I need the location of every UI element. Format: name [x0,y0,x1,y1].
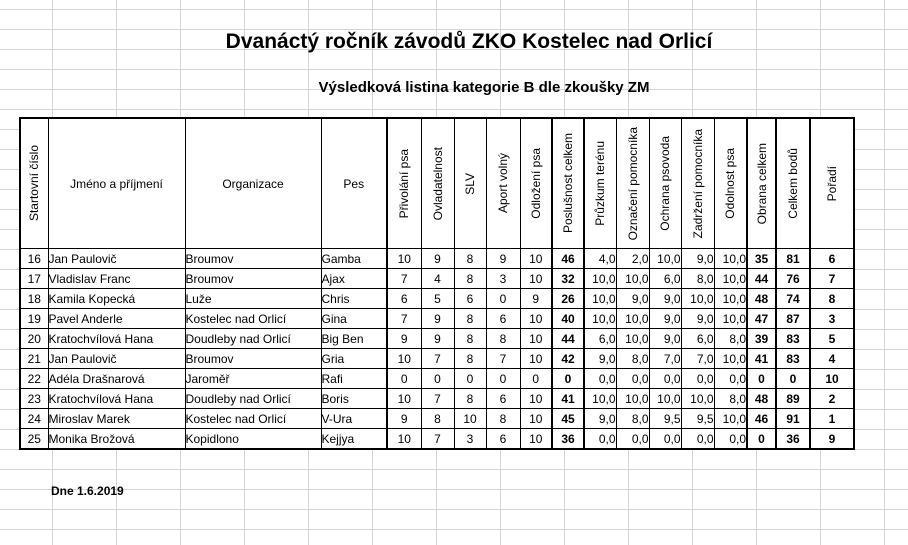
header-pruzkum: Průzkum terénu [584,118,616,249]
cell-poslusnost: 45 [552,409,584,429]
table-row [20,249,854,269]
cell-poradi: 9 [810,429,854,450]
cell-poradi: 8 [810,289,854,309]
cell-org: Broumov [185,349,321,369]
cell-obrana: 48 [747,289,776,309]
cell-odolnost: 8,0 [714,389,747,409]
cell-poradi: 3 [810,309,854,329]
header-aport: Aport volný [486,118,520,249]
cell-pruzkum: 0,0 [584,369,616,389]
table-row [20,429,854,450]
cell-ochrana: 9,0 [649,309,681,329]
cell-dog: Chris [321,289,387,309]
cell-org: Kostelec nad Orlicí [185,409,321,429]
cell-dog: V-Ura [321,409,387,429]
cell-zadrzeni: 10,0 [681,289,714,309]
cell-privolani: 10 [387,249,421,269]
cell-obrana: 41 [747,349,776,369]
cell-odlozeni: 10 [520,269,552,289]
cell-privolani: 7 [387,269,421,289]
cell-name: Jan Paulovič [48,249,185,269]
cell-zadrzeni: 0,0 [681,429,714,450]
cell-pruzkum: 10,0 [584,269,616,289]
cell-odlozeni: 10 [520,249,552,269]
cell-oznaceni: 10,0 [616,269,649,289]
cell-obrana: 48 [747,389,776,409]
header-zadrzeni: Zadržení pomocníka [681,118,714,249]
header-total-points: Celkem bodů [776,118,810,249]
cell-ochrana: 9,5 [649,409,681,429]
cell-slv: 8 [454,249,486,269]
cell-name: Kratochvílová Hana [48,329,185,349]
header-slv: SLV [454,118,486,249]
table-row [20,349,854,369]
cell-celkem: 0 [776,369,810,389]
header-oznaceni: Označení pomocníka [616,118,649,249]
cell-start: 18 [20,289,48,309]
header-row [20,118,854,249]
cell-privolani: 9 [387,329,421,349]
cell-ovladatelnost: 5 [421,289,454,309]
table-row [20,309,854,329]
cell-odolnost: 0,0 [714,429,747,450]
cell-ochrana: 6,0 [649,269,681,289]
cell-slv: 8 [454,389,486,409]
cell-pruzkum: 10,0 [584,389,616,409]
cell-poslusnost: 46 [552,249,584,269]
cell-oznaceni: 8,0 [616,409,649,429]
header-obrana-total: Obrana celkem [747,118,776,249]
header-dog: Pes [321,118,387,249]
cell-aport: 0 [486,289,520,309]
cell-dog: Big Ben [321,329,387,349]
cell-pruzkum: 9,0 [584,409,616,429]
cell-celkem: 36 [776,429,810,450]
cell-odolnost: 10,0 [714,249,747,269]
cell-name: Adéla Drašnarová [48,369,185,389]
cell-aport: 7 [486,349,520,369]
cell-poslusnost: 42 [552,349,584,369]
cell-start: 19 [20,309,48,329]
table-row [20,329,854,349]
cell-odlozeni: 0 [520,369,552,389]
cell-name: Miroslav Marek [48,409,185,429]
cell-oznaceni: 8,0 [616,349,649,369]
cell-start: 25 [20,429,48,450]
header-ochrana-psovoda: Ochrana psovoda [649,118,681,249]
cell-obrana: 35 [747,249,776,269]
cell-obrana: 0 [747,429,776,450]
cell-ochrana: 10,0 [649,389,681,409]
cell-start: 20 [20,329,48,349]
cell-zadrzeni: 9,5 [681,409,714,429]
cell-poslusnost: 32 [552,269,584,289]
cell-dog: Rafi [321,369,387,389]
cell-oznaceni: 10,0 [616,389,649,409]
cell-celkem: 87 [776,309,810,329]
document-subtitle: Výsledková listina kategorie B dle zkoušky ZM [318,79,650,96]
cell-ochrana: 10,0 [649,249,681,269]
cell-org: Jaroměř [185,369,321,389]
cell-odlozeni: 10 [520,309,552,329]
cell-dog: Boris [321,389,387,409]
cell-obrana: 0 [747,369,776,389]
cell-oznaceni: 0,0 [616,429,649,450]
cell-name: Kamila Kopecká [48,289,185,309]
results-table [19,117,855,450]
cell-oznaceni: 2,0 [616,249,649,269]
table-row [20,269,854,289]
cell-poslusnost: 41 [552,389,584,409]
cell-ovladatelnost: 9 [421,249,454,269]
cell-obrana: 39 [747,329,776,349]
cell-pruzkum: 0,0 [584,429,616,450]
cell-aport: 6 [486,309,520,329]
cell-privolani: 9 [387,409,421,429]
cell-slv: 0 [454,369,486,389]
cell-start: 22 [20,369,48,389]
cell-poslusnost: 0 [552,369,584,389]
cell-org: Kostelec nad Orlicí [185,309,321,329]
cell-name: Kratochvílová Hana [48,389,185,409]
cell-start: 23 [20,389,48,409]
cell-start: 24 [20,409,48,429]
cell-celkem: 83 [776,329,810,349]
cell-dog: Ajax [321,269,387,289]
cell-slv: 8 [454,309,486,329]
cell-odolnost: 10,0 [714,409,747,429]
header-name: Jméno a příjmení [48,118,185,249]
cell-slv: 8 [454,329,486,349]
cell-org: Luže [185,289,321,309]
cell-poradi: 2 [810,389,854,409]
cell-aport: 8 [486,329,520,349]
cell-ochrana: 9,0 [649,329,681,349]
cell-pruzkum: 9,0 [584,349,616,369]
cell-start: 17 [20,269,48,289]
cell-aport: 6 [486,389,520,409]
cell-poradi: 10 [810,369,854,389]
cell-dog: Gria [321,349,387,369]
cell-org: Broumov [185,249,321,269]
table-row [20,389,854,409]
document-title: Dvanáctý ročník závodů ZKO Kostelec nad Orlicí [225,30,713,53]
cell-ovladatelnost: 9 [421,309,454,329]
cell-org: Kopidlono [185,429,321,450]
cell-privolani: 10 [387,429,421,450]
cell-name: Vladislav Franc [48,269,185,289]
cell-privolani: 7 [387,309,421,329]
cell-ovladatelnost: 8 [421,409,454,429]
cell-obrana: 44 [747,269,776,289]
cell-poslusnost: 26 [552,289,584,309]
cell-slv: 8 [454,269,486,289]
cell-poslusnost: 40 [552,309,584,329]
cell-privolani: 10 [387,349,421,369]
cell-obrana: 47 [747,309,776,329]
cell-poradi: 5 [810,329,854,349]
cell-odolnost: 10,0 [714,269,747,289]
cell-ovladatelnost: 7 [421,349,454,369]
cell-aport: 9 [486,249,520,269]
cell-ochrana: 0,0 [649,429,681,450]
cell-pruzkum: 10,0 [584,309,616,329]
cell-aport: 0 [486,369,520,389]
cell-org: Broumov [185,269,321,289]
cell-oznaceni: 9,0 [616,289,649,309]
cell-org: Doudleby nad Orlicí [185,389,321,409]
cell-odlozeni: 10 [520,429,552,450]
cell-ochrana: 9,0 [649,289,681,309]
cell-org: Doudleby nad Orlicí [185,329,321,349]
cell-slv: 10 [454,409,486,429]
cell-poradi: 7 [810,269,854,289]
header-privolani: Přivolání psa [387,118,421,249]
cell-odolnost: 8,0 [714,329,747,349]
table-row [20,369,854,389]
cell-celkem: 81 [776,249,810,269]
cell-zadrzeni: 9,0 [681,249,714,269]
cell-odolnost: 10,0 [714,289,747,309]
cell-poradi: 1 [810,409,854,429]
cell-privolani: 0 [387,369,421,389]
cell-oznaceni: 10,0 [616,309,649,329]
cell-start: 21 [20,349,48,369]
cell-zadrzeni: 6,0 [681,329,714,349]
cell-oznaceni: 0,0 [616,369,649,389]
cell-oznaceni: 10,0 [616,329,649,349]
cell-privolani: 6 [387,289,421,309]
cell-name: Jan Paulovič [48,349,185,369]
cell-celkem: 89 [776,389,810,409]
cell-odolnost: 10,0 [714,349,747,369]
cell-zadrzeni: 8,0 [681,269,714,289]
cell-slv: 3 [454,429,486,450]
header-ovladatelnost: Ovladatelnost [421,118,454,249]
cell-poradi: 4 [810,349,854,369]
cell-ovladatelnost: 9 [421,329,454,349]
cell-poslusnost: 44 [552,329,584,349]
cell-dog: Gamba [321,249,387,269]
cell-odolnost: 0,0 [714,369,747,389]
cell-aport: 6 [486,429,520,450]
cell-slv: 6 [454,289,486,309]
cell-celkem: 83 [776,349,810,369]
cell-celkem: 91 [776,409,810,429]
cell-zadrzeni: 0,0 [681,369,714,389]
header-odlozeni: Odložení psa [520,118,552,249]
cell-privolani: 10 [387,389,421,409]
cell-name: Monika Brožová [48,429,185,450]
cell-ochrana: 0,0 [649,369,681,389]
cell-zadrzeni: 9,0 [681,309,714,329]
cell-poradi: 6 [810,249,854,269]
cell-odolnost: 10,0 [714,309,747,329]
cell-odlozeni: 10 [520,349,552,369]
cell-obrana: 46 [747,409,776,429]
header-poslusnost-total: Poslušnost celkem [552,118,584,249]
cell-dog: Kejjya [321,429,387,450]
header-odolnost: Odolnost psa [714,118,747,249]
table-row [20,409,854,429]
cell-celkem: 76 [776,269,810,289]
cell-odlozeni: 10 [520,389,552,409]
cell-celkem: 74 [776,289,810,309]
header-organization: Organizace [185,118,321,249]
header-start-number: Startovní číslo [20,118,48,249]
cell-pruzkum: 4,0 [584,249,616,269]
table-row [20,289,854,309]
cell-slv: 8 [454,349,486,369]
cell-aport: 8 [486,409,520,429]
cell-zadrzeni: 10,0 [681,389,714,409]
header-rank: Pořadí [810,118,854,249]
cell-ovladatelnost: 4 [421,269,454,289]
cell-odlozeni: 10 [520,329,552,349]
cell-dog: Gina [321,309,387,329]
cell-pruzkum: 6,0 [584,329,616,349]
cell-zadrzeni: 7,0 [681,349,714,369]
cell-ovladatelnost: 7 [421,429,454,450]
cell-ovladatelnost: 0 [421,369,454,389]
cell-aport: 3 [486,269,520,289]
cell-ochrana: 7,0 [649,349,681,369]
cell-odlozeni: 10 [520,409,552,429]
cell-start: 16 [20,249,48,269]
cell-odlozeni: 9 [520,289,552,309]
cell-pruzkum: 10,0 [584,289,616,309]
date-footer: Dne 1.6.2019 [51,484,124,498]
cell-poslusnost: 36 [552,429,584,450]
cell-ovladatelnost: 7 [421,389,454,409]
cell-name: Pavel Anderle [48,309,185,329]
